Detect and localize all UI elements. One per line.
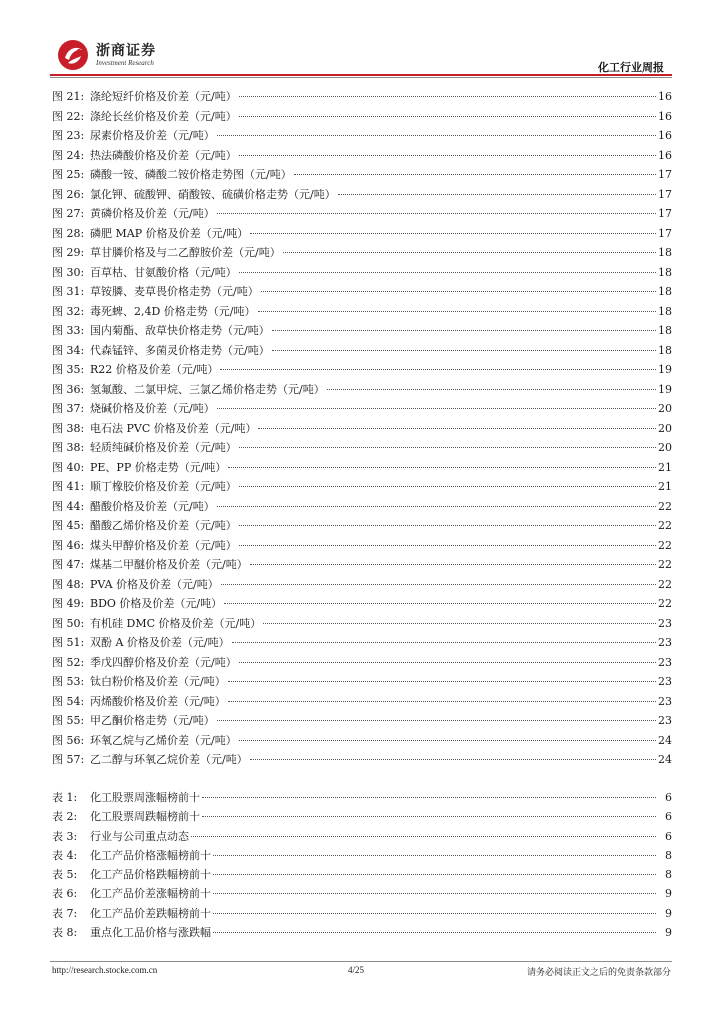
toc-entry-page: 9: [665, 887, 672, 901]
figure-toc-entry[interactable]: [52, 400, 672, 420]
toc-entry-page: 24: [658, 753, 672, 766]
toc-leader-dots: [283, 252, 656, 253]
toc-leader-dots: [228, 467, 656, 468]
toc-leader-dots: [272, 330, 656, 331]
toc-leader-dots: [217, 506, 656, 507]
toc-leader-dots: [239, 545, 656, 546]
toc-entry-number: 图 49:: [52, 597, 85, 610]
logo-cn-text: 浙商证券: [96, 43, 156, 59]
toc-leader-dots: [239, 272, 656, 273]
toc-leader-dots: [239, 486, 656, 487]
toc-entry-number: 图 36:: [52, 382, 85, 396]
toc-entry-page: 23: [658, 675, 672, 688]
toc-leader-dots: [239, 116, 656, 117]
figure-toc-entry[interactable]: [52, 498, 672, 518]
toc-entry-page: 18: [658, 265, 672, 279]
toc-entry-number: 图 41:: [52, 480, 85, 493]
figure-toc-entry[interactable]: [52, 459, 672, 479]
toc-entry-page: 18: [658, 324, 672, 337]
toc-leader-dots: [213, 855, 656, 856]
toc-entry-title: 煤头甲醇价格及价差（元/吨）: [90, 538, 237, 552]
toc-leader-dots: [217, 213, 656, 214]
footer-url[interactable]: http://research.stocke.com.cn: [52, 965, 158, 975]
toc-entry-title: 黄磷价格及价差（元/吨）: [90, 207, 215, 220]
toc-entry-page: 8: [665, 848, 672, 862]
toc-entry-page: 19: [658, 363, 672, 376]
toc-entry-page: 16: [658, 109, 672, 123]
figure-toc-entry[interactable]: [52, 751, 672, 771]
toc-entry-title: 氢氟酸、二氯甲烷、三氯乙烯价格走势（元/吨）: [90, 382, 325, 396]
figure-toc-entry[interactable]: [52, 361, 672, 381]
toc-entry-page: 6: [665, 829, 672, 843]
toc-leader-dots: [263, 623, 656, 624]
toc-entry-title: 涤纶短纤价格及价差（元/吨）: [90, 90, 237, 103]
figure-toc-entry[interactable]: [52, 693, 672, 713]
toc-entry-title: 国内菊酯、敌草快价格走势（元/吨）: [90, 324, 270, 337]
figure-toc-entry[interactable]: [52, 322, 672, 342]
toc-entry-title: 烧碱价格及价差（元/吨）: [90, 402, 215, 415]
toc-entry-title: 轻质纯碱价格及价差（元/吨）: [90, 441, 237, 454]
toc-entry-title: 重点化工品价格与涨跌幅: [90, 926, 211, 940]
toc-entry-number: 图 55:: [52, 714, 85, 727]
toc-entry-page: 23: [658, 616, 672, 630]
toc-entry-page: 23: [658, 694, 672, 708]
toc-leader-dots: [239, 525, 656, 526]
toc-entry-number: 表 3:: [52, 829, 78, 843]
figure-toc-entry[interactable]: [52, 420, 672, 440]
toc-entry-number: 图 48:: [52, 577, 85, 591]
toc-leader-dots: [272, 350, 656, 351]
toc-entry-number: 图 22:: [52, 109, 85, 123]
toc-entry-page: 17: [658, 226, 672, 240]
toc-entry-page: 17: [658, 207, 672, 220]
figure-toc-entry[interactable]: [52, 88, 672, 108]
toc-entry-page: 23: [658, 655, 672, 669]
toc-leader-dots: [213, 932, 656, 933]
table-toc-entry[interactable]: [52, 885, 672, 904]
toc-entry-page: 22: [658, 499, 672, 513]
figure-toc-entry[interactable]: [52, 517, 672, 537]
toc-leader-dots: [338, 194, 656, 195]
zheshang-logo-icon: [56, 38, 90, 72]
toc-leader-dots: [228, 701, 656, 702]
figure-toc-entry[interactable]: [52, 205, 672, 225]
toc-entry-number: 图 28:: [52, 226, 85, 240]
toc-entry-title: PVA 价格及价差（元/吨）: [90, 577, 219, 591]
toc-entry-number: 图 54:: [52, 694, 85, 708]
toc-entry-title: 热法磷酸价格及价差（元/吨）: [90, 148, 237, 162]
toc-entry-title: 钛白粉价格及价差（元/吨）: [90, 675, 226, 688]
toc-entry-page: 22: [658, 597, 672, 610]
toc-entry-page: 16: [658, 148, 672, 162]
toc-entry-page: 20: [658, 441, 672, 454]
figure-toc-entry[interactable]: [52, 732, 672, 752]
toc-entry-number: 图 25:: [52, 168, 85, 181]
figure-toc-entry[interactable]: [52, 537, 672, 557]
toc-entry-page: 23: [658, 714, 672, 727]
figure-toc-entry[interactable]: [52, 303, 672, 323]
toc-entry-title: 化工股票周涨幅榜前十: [90, 791, 200, 804]
toc-leader-dots: [213, 913, 656, 914]
toc-entry-title: 代森锰锌、多菌灵价格走势（元/吨）: [90, 343, 270, 357]
toc-entry-number: 图 35:: [52, 363, 85, 376]
toc-entry-title: 磷酸一铵、磷酸二铵价格走势图（元/吨）: [90, 168, 292, 181]
toc-entry-title: 化工产品价格跌幅榜前十: [90, 868, 211, 882]
toc-leader-dots: [327, 389, 656, 390]
toc-entry-title: 双酚 A 价格及价差（元/吨）: [90, 636, 230, 649]
toc-entry-number: 图 38:: [52, 421, 85, 435]
figure-toc-entry[interactable]: [52, 439, 672, 459]
toc-leader-dots: [213, 874, 656, 875]
toc-leader-dots: [217, 408, 656, 409]
toc-entry-number: 图 23:: [52, 129, 85, 142]
toc-leader-dots: [258, 428, 656, 429]
table-toc-entry[interactable]: [52, 828, 672, 847]
toc-leader-dots: [202, 816, 656, 817]
toc-leader-dots: [220, 369, 656, 370]
toc-entry-number: 图 21:: [52, 90, 85, 103]
toc-leader-dots: [250, 564, 656, 565]
toc-entry-number: 表 6:: [52, 887, 78, 901]
figure-toc-entry[interactable]: [52, 264, 672, 284]
table-toc-entry[interactable]: [52, 866, 672, 885]
toc-entry-number: 表 8:: [52, 926, 78, 940]
toc-entry-page: 23: [658, 636, 672, 649]
toc-leader-dots: [258, 311, 656, 312]
figure-toc-entry[interactable]: [52, 244, 672, 264]
toc-entry-number: 图 52:: [52, 655, 85, 669]
toc-leader-dots: [213, 893, 656, 894]
figure-toc-entry[interactable]: [52, 478, 672, 498]
toc-entry-number: 图 40:: [52, 460, 85, 474]
toc-entry-page: 22: [658, 538, 672, 552]
figure-toc-entry[interactable]: [52, 673, 672, 693]
figure-toc-entry[interactable]: [52, 108, 672, 128]
toc-entry-number: 表 7:: [52, 906, 78, 920]
toc-entry-title: 尿素价格及价差（元/吨）: [90, 129, 215, 142]
toc-leader-dots: [239, 447, 656, 448]
toc-leader-dots: [239, 740, 656, 741]
figure-toc-entry[interactable]: [52, 576, 672, 596]
figure-toc-entry[interactable]: [52, 147, 672, 167]
toc-entry-number: 图 33:: [52, 324, 85, 337]
toc-leader-dots: [221, 584, 656, 585]
figure-toc-entry[interactable]: [52, 712, 672, 732]
toc-entry-page: 17: [658, 187, 672, 201]
toc-entry-number: 图 44:: [52, 499, 85, 513]
table-toc-entry[interactable]: [52, 847, 672, 866]
toc-leader-dots: [232, 642, 656, 643]
toc-leader-dots: [239, 96, 656, 97]
company-logo: [56, 38, 176, 72]
toc-entry-title: 顺丁橡胶价格及价差（元/吨）: [90, 480, 237, 493]
toc-entry-title: 有机硅 DMC 价格及价差（元/吨）: [90, 616, 262, 630]
toc-entry-page: 21: [658, 460, 672, 474]
toc-entry-number: 图 53:: [52, 675, 85, 688]
figure-toc-entry[interactable]: [52, 595, 672, 615]
toc-leader-dots: [191, 836, 656, 837]
toc-entry-page: 21: [658, 480, 672, 493]
toc-entry-title: 甲乙酮价格走势（元/吨）: [90, 714, 215, 727]
toc-leader-dots: [228, 681, 656, 682]
toc-entry-page: 6: [665, 810, 672, 824]
toc-leader-dots: [224, 603, 656, 604]
toc-entry-title: 化工产品价差跌幅榜前十: [90, 906, 211, 920]
toc-entry-number: 图 37:: [52, 402, 85, 415]
toc-entry-title: 磷肥 MAP 价格及价差（元/吨）: [90, 226, 249, 240]
toc-entry-page: 22: [658, 519, 672, 532]
toc-entry-title: 季戊四醇价格及价差（元/吨）: [90, 655, 237, 669]
figure-toc-entry[interactable]: [52, 225, 672, 245]
toc-entry-page: 22: [658, 577, 672, 591]
toc-leader-dots: [261, 291, 656, 292]
table-toc-entry[interactable]: [52, 789, 672, 808]
toc-leader-dots: [239, 662, 656, 663]
report-title: 化工行业周报: [598, 61, 664, 74]
toc-entry-number: 表 4:: [52, 848, 78, 862]
toc-entry-page: 17: [658, 168, 672, 181]
toc-entry-number: 图 51:: [52, 636, 85, 649]
toc-entry-number: 图 45:: [52, 519, 85, 532]
toc-entry-title: 草甘膦价格及与二乙醇胺价差（元/吨）: [90, 246, 281, 259]
toc-entry-page: 18: [658, 285, 672, 298]
toc-entry-title: PE、PP 价格走势（元/吨）: [90, 460, 227, 474]
toc-entry-number: 图 32:: [52, 304, 85, 318]
toc-entry-page: 18: [658, 304, 672, 318]
toc-entry-number: 表 1:: [52, 791, 78, 804]
toc-entry-number: 表 5:: [52, 868, 78, 882]
toc-entry-title: 煤基二甲醚价格及价差（元/吨）: [90, 558, 248, 571]
figure-toc-entry[interactable]: [52, 615, 672, 635]
toc-entry-title: 电石法 PVC 价格及价差（元/吨）: [90, 421, 257, 435]
figure-toc-entry[interactable]: [52, 381, 672, 401]
toc-entry-title: 毒死蜱、2,4D 价格走势（元/吨）: [90, 304, 256, 318]
figure-toc-entry[interactable]: [52, 283, 672, 303]
figure-toc-entry[interactable]: [52, 186, 672, 206]
figure-index-list: [52, 88, 672, 771]
toc-entry-title: 化工股票周跌幅榜前十: [90, 810, 200, 824]
toc-entry-page: 20: [658, 421, 672, 435]
toc-leader-dots: [239, 155, 656, 156]
toc-entry-page: 16: [658, 90, 672, 103]
toc-entry-number: 图 50:: [52, 616, 85, 630]
toc-entry-page: 8: [665, 868, 672, 882]
table-toc-entry[interactable]: [52, 905, 672, 924]
toc-entry-number: 图 57:: [52, 753, 85, 766]
toc-leader-dots: [294, 174, 656, 175]
toc-entry-title: 涤纶长丝价格及价差（元/吨）: [90, 109, 237, 123]
toc-entry-number: 图 56:: [52, 733, 85, 747]
footer-disclaimer: 请务必阅读正文之后的免责条款部分: [526, 968, 671, 978]
toc-entry-number: 图 38:: [52, 441, 85, 454]
toc-leader-dots: [250, 233, 656, 234]
toc-entry-title: 行业与公司重点动态: [90, 829, 189, 843]
toc-entry-title: 乙二醇与环氧乙烷价差（元/吨）: [90, 753, 248, 766]
toc-entry-number: 图 46:: [52, 538, 85, 552]
figure-toc-entry[interactable]: [52, 634, 672, 654]
toc-entry-page: 6: [665, 791, 672, 804]
footer-page-number: 4/25: [348, 965, 365, 975]
table-index-list: [52, 789, 672, 943]
figure-toc-entry[interactable]: [52, 127, 672, 147]
toc-entry-number: 图 47:: [52, 558, 85, 571]
toc-entry-title: 醋酸价格及价差（元/吨）: [90, 499, 215, 513]
toc-entry-page: 19: [658, 382, 672, 396]
toc-entry-page: 20: [658, 402, 672, 415]
toc-entry-number: 图 26:: [52, 187, 85, 201]
toc-entry-title: 化工产品价格涨幅榜前十: [90, 848, 211, 862]
table-toc-entry[interactable]: [52, 808, 672, 827]
toc-entry-title: 草铵膦、麦草畏价格走势（元/吨）: [90, 285, 259, 298]
figure-toc-entry[interactable]: [52, 342, 672, 362]
logo-en-text: Investment Research: [96, 59, 154, 67]
toc-entry-number: 图 24:: [52, 148, 85, 162]
toc-entry-page: 18: [658, 343, 672, 357]
toc-leader-dots: [202, 797, 656, 798]
table-toc-entry[interactable]: [52, 924, 672, 943]
toc-entry-page: 16: [658, 129, 672, 142]
figure-toc-entry[interactable]: [52, 654, 672, 674]
toc-entry-page: 18: [658, 246, 672, 259]
toc-entry-page: 24: [658, 733, 672, 747]
footer-rule: [50, 961, 672, 962]
toc-entry-title: 醋酸乙烯价格及价差（元/吨）: [90, 519, 237, 532]
toc-entry-number: 图 34:: [52, 343, 85, 357]
toc-leader-dots: [250, 759, 656, 760]
toc-entry-number: 图 31:: [52, 285, 85, 298]
toc-leader-dots: [217, 720, 656, 721]
toc-entry-page: 9: [665, 906, 672, 920]
toc-entry-title: BDO 价格及价差（元/吨）: [90, 597, 223, 610]
toc-entry-page: 9: [665, 926, 672, 940]
toc-entry-title: 氯化钾、硫酸钾、硝酸铵、硫磺价格走势（元/吨）: [90, 187, 336, 201]
header-rule-thin: [50, 77, 672, 78]
toc-entry-title: 丙烯酸价格及价差（元/吨）: [90, 694, 226, 708]
toc-entry-title: 百草枯、甘氨酸价格（元/吨）: [90, 265, 237, 279]
toc-entry-number: 图 29:: [52, 246, 85, 259]
header-rule: [50, 74, 672, 76]
toc-leader-dots: [217, 135, 656, 136]
toc-entry-number: 图 27:: [52, 207, 85, 220]
toc-entry-title: 化工产品价差涨幅榜前十: [90, 887, 211, 901]
toc-entry-number: 图 30:: [52, 265, 85, 279]
toc-entry-title: 环氧乙烷与乙烯价差（元/吨）: [90, 733, 237, 747]
toc-entry-title: R22 价格及价差（元/吨）: [90, 363, 219, 376]
figure-toc-entry[interactable]: [52, 556, 672, 576]
toc-entry-number: 表 2:: [52, 810, 78, 824]
figure-toc-entry[interactable]: [52, 166, 672, 186]
toc-entry-page: 22: [658, 558, 672, 571]
